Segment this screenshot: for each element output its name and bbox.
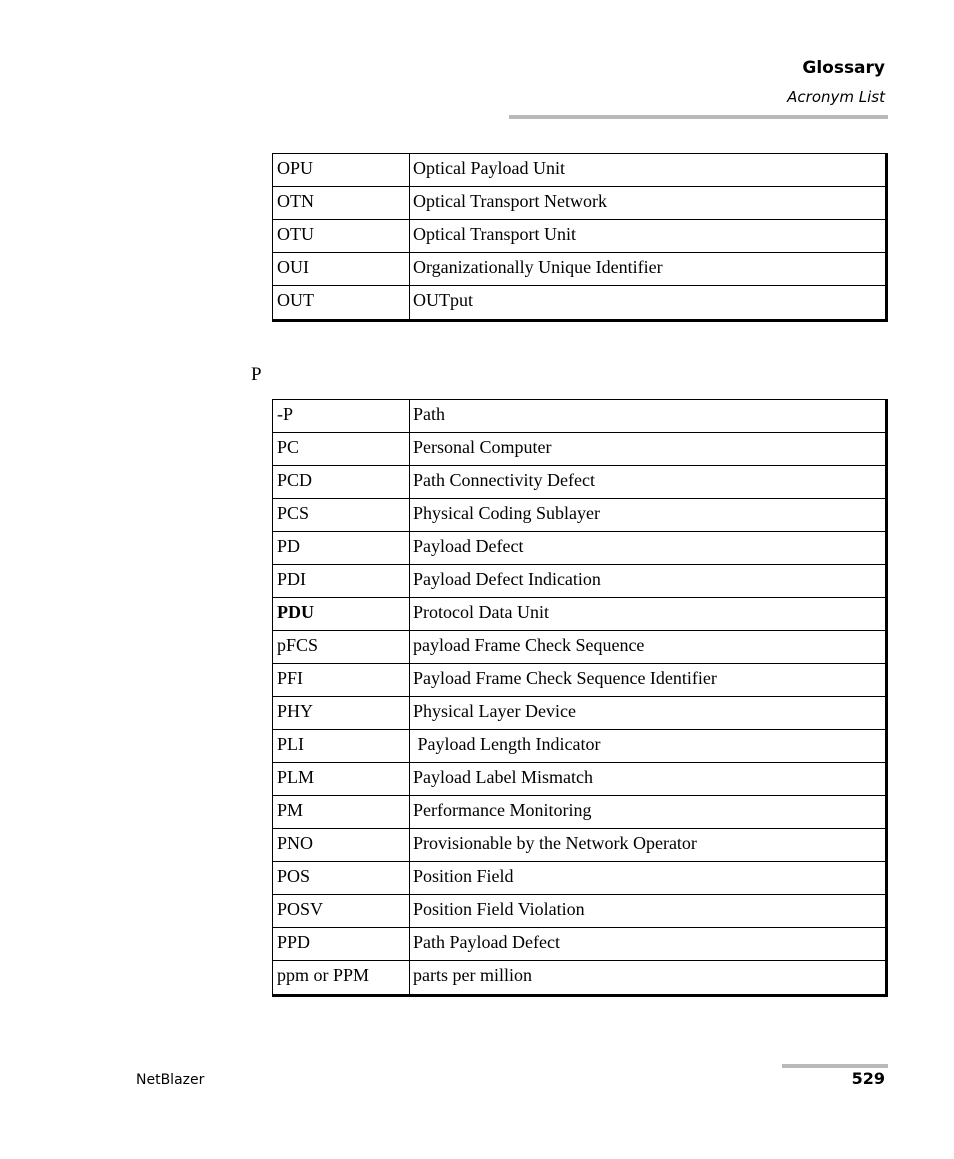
page-header-subtitle: Acronym List: [787, 88, 885, 106]
footer-divider: [782, 1064, 888, 1068]
acronym-cell: PNO: [273, 829, 410, 862]
acronym-cell: PDI: [273, 565, 410, 598]
table-row: [273, 220, 887, 253]
meaning-cell: Provisionable by the Network Operator: [410, 829, 887, 862]
footer-product-name: NetBlazer: [136, 1072, 205, 1088]
meaning-cell: Path Payload Defect: [410, 928, 887, 961]
table-row: [273, 466, 887, 499]
table-row: [273, 730, 887, 763]
table-row: [273, 664, 887, 697]
page-header-title: Glossary: [802, 58, 885, 78]
acronym-cell: ppm or PPM: [273, 961, 410, 996]
table-row: [273, 895, 887, 928]
meaning-cell: Payload Length Indicator: [410, 730, 887, 763]
acronym-cell: OUI: [273, 253, 410, 286]
acronym-cell: PC: [273, 433, 410, 466]
meaning-cell: Payload Defect Indication: [410, 565, 887, 598]
acronym-cell: PLM: [273, 763, 410, 796]
table-row: [273, 829, 887, 862]
meaning-cell: Position Field: [410, 862, 887, 895]
meaning-cell: OUTput: [410, 286, 887, 321]
acronym-cell: PCD: [273, 466, 410, 499]
meaning-cell: Path Connectivity Defect: [410, 466, 887, 499]
meaning-cell: Protocol Data Unit: [410, 598, 887, 631]
acronym-cell: OPU: [273, 154, 410, 187]
table-row: [273, 796, 887, 829]
acronym-cell: PM: [273, 796, 410, 829]
acronym-cell: -P: [273, 400, 410, 433]
table-row: [273, 253, 887, 286]
table-row: [273, 154, 887, 187]
table-row: [273, 187, 887, 220]
table-row: [273, 286, 887, 321]
meaning-cell: payload Frame Check Sequence: [410, 631, 887, 664]
meaning-cell: Payload Frame Check Sequence Identifier: [410, 664, 887, 697]
acronym-cell: PD: [273, 532, 410, 565]
acronym-cell: PFI: [273, 664, 410, 697]
meaning-cell: Payload Defect: [410, 532, 887, 565]
meaning-cell: Position Field Violation: [410, 895, 887, 928]
acronym-table-p: [272, 399, 888, 997]
meaning-cell: Optical Payload Unit: [410, 154, 887, 187]
section-heading-p: P: [251, 364, 262, 385]
acronym-cell: PHY: [273, 697, 410, 730]
meaning-cell: Organizationally Unique Identifier: [410, 253, 887, 286]
meaning-cell: Physical Coding Sublayer: [410, 499, 887, 532]
table-row: [273, 862, 887, 895]
acronym-cell: PCS: [273, 499, 410, 532]
acronym-cell: PPD: [273, 928, 410, 961]
meaning-cell: Personal Computer: [410, 433, 887, 466]
table-row: [273, 763, 887, 796]
meaning-cell: Payload Label Mismatch: [410, 763, 887, 796]
meaning-cell: parts per million: [410, 961, 887, 996]
table-row: [273, 928, 887, 961]
table-row: [273, 697, 887, 730]
meaning-cell: Path: [410, 400, 887, 433]
table-row: [273, 400, 887, 433]
table-row: [273, 499, 887, 532]
acronym-cell: PLI: [273, 730, 410, 763]
acronym-cell: PDU: [273, 598, 410, 631]
acronym-cell: POS: [273, 862, 410, 895]
acronym-cell: OUT: [273, 286, 410, 321]
acronym-cell: pFCS: [273, 631, 410, 664]
table-row: [273, 961, 887, 996]
table-row: [273, 565, 887, 598]
header-divider: [509, 115, 888, 119]
meaning-cell: Optical Transport Unit: [410, 220, 887, 253]
table-row: [273, 433, 887, 466]
table-row: [273, 631, 887, 664]
acronym-cell: OTN: [273, 187, 410, 220]
acronym-table-o: [272, 153, 888, 322]
table-row: [273, 532, 887, 565]
meaning-cell: Physical Layer Device: [410, 697, 887, 730]
table-row: [273, 598, 887, 631]
meaning-cell: Optical Transport Network: [410, 187, 887, 220]
meaning-cell: Performance Monitoring: [410, 796, 887, 829]
acronym-cell: POSV: [273, 895, 410, 928]
page-number: 529: [851, 1069, 885, 1088]
acronym-cell: OTU: [273, 220, 410, 253]
